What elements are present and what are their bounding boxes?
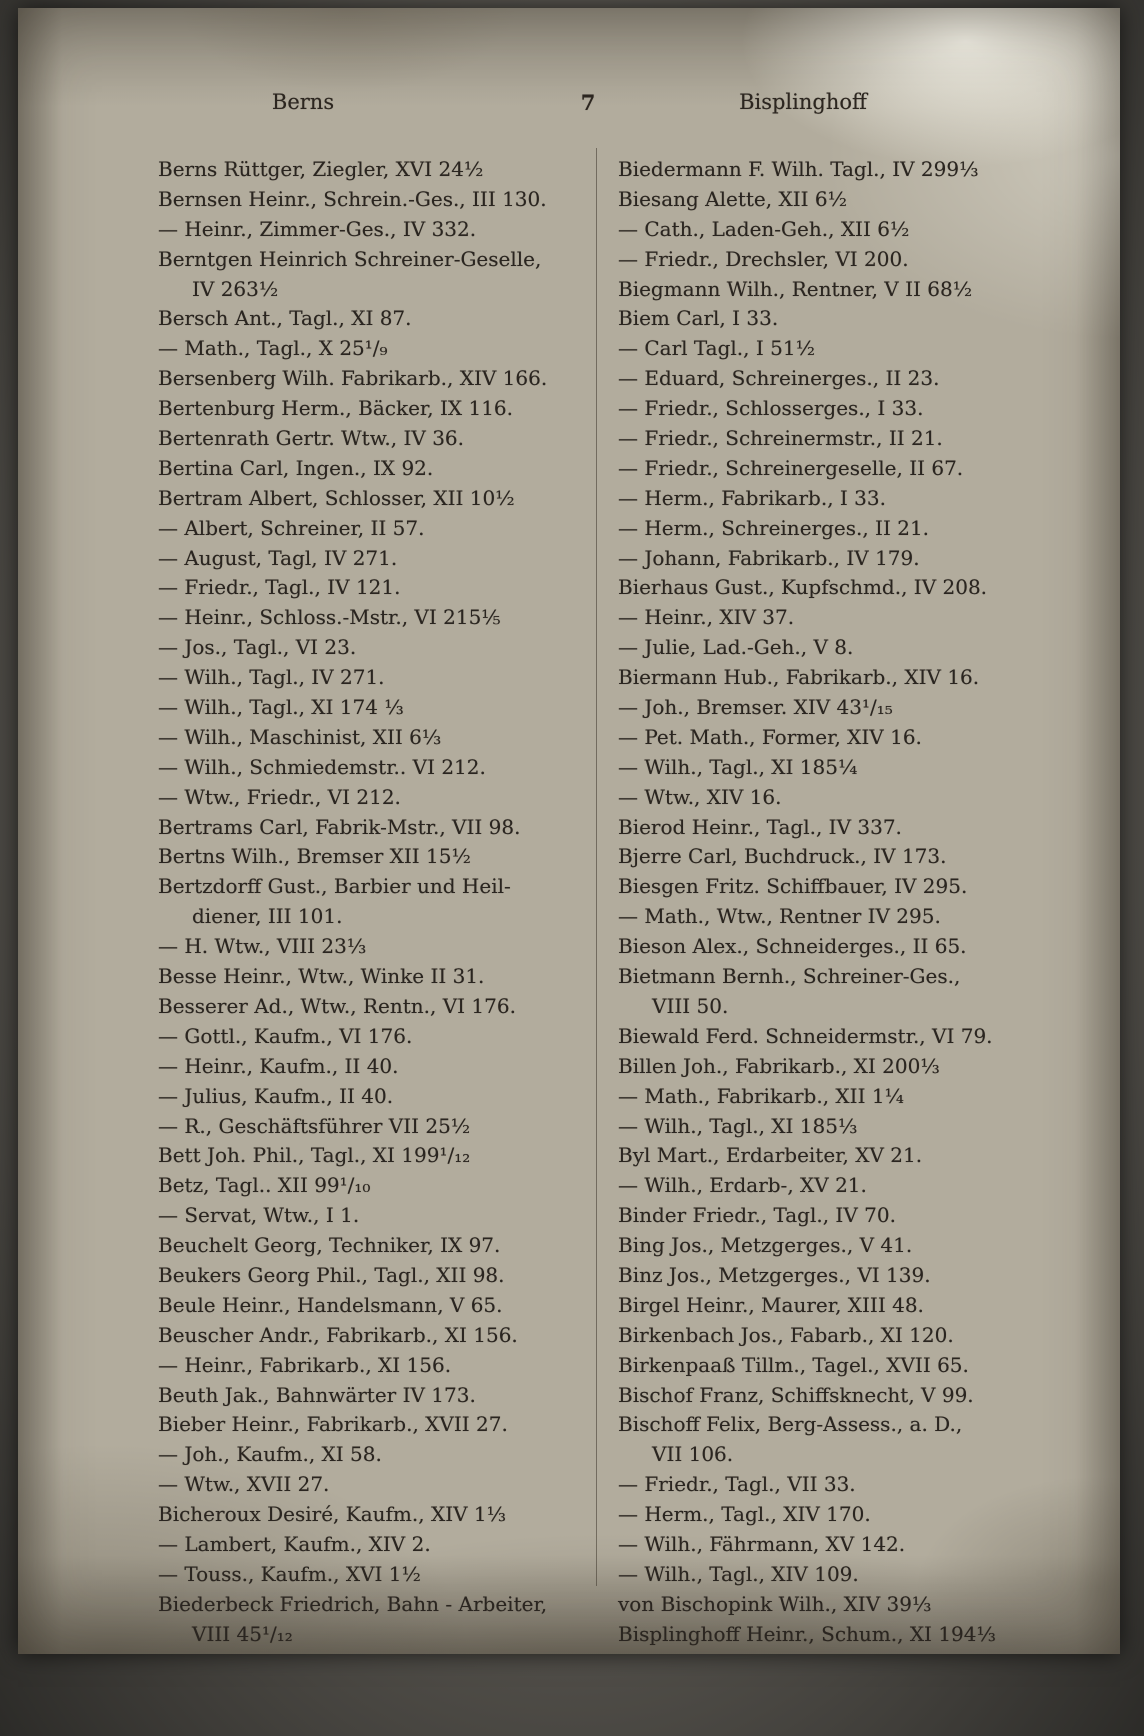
directory-entry: Bierhaus Gust., Kupfschmd., IV 208. [618, 575, 988, 600]
directory-entry: IV 263½ [192, 276, 279, 301]
directory-entry: — Johann, Fabrikarb., IV 179. [618, 545, 920, 570]
directory-entry: — Wtw., XIV 16. [618, 784, 782, 809]
directory-entry: Byl Mart., Erdarbeiter, XV 21. [618, 1143, 923, 1168]
directory-entry: — Gottl., Kaufm., VI 176. [158, 1023, 413, 1048]
directory-entry: Biermann Hub., Fabrikarb., XIV 16. [618, 665, 980, 690]
directory-entry: Bertns Wilh., Bremser XII 15½ [158, 844, 471, 869]
directory-entry: Bierod Heinr., Tagl., IV 337. [618, 814, 902, 839]
directory-entry: Bertenburg Herm., Bäcker, IX 116. [158, 396, 514, 421]
directory-entry: — Math., Fabrikarb., XII 1¼ [618, 1083, 904, 1108]
directory-entry: — Wtw., XVII 27. [158, 1472, 330, 1497]
directory-entry: Bicheroux Desiré, Kaufm., XIV 1⅓ [158, 1502, 507, 1527]
column-divider [596, 148, 597, 1586]
directory-column-right [618, 155, 1078, 1650]
directory-entry: Bernsen Heinr., Schrein.-Ges., III 130. [158, 186, 547, 211]
directory-entry: — Wilh., Tagl., IV 271. [158, 665, 385, 690]
directory-entry: VIII 50. [652, 993, 729, 1018]
directory-entry: — Herm., Tagl., XIV 170. [618, 1502, 871, 1527]
directory-entry: — Servat, Wtw., I 1. [158, 1203, 360, 1228]
directory-entry: Berntgen Heinrich Schreiner-Geselle, [158, 246, 542, 271]
directory-entry: — Julius, Kaufm., II 40. [158, 1083, 394, 1108]
directory-entry: — Math., Tagl., X 25¹/₉ [158, 336, 388, 361]
directory-entry: VII 106. [652, 1442, 734, 1467]
directory-entry: Bertrams Carl, Fabrik-Mstr., VII 98. [158, 814, 521, 839]
directory-entry: — Wilh., Erdarb-, XV 21. [618, 1173, 867, 1198]
directory-entry: Beuth Jak., Bahnwärter IV 173. [158, 1382, 476, 1407]
directory-entry: Birkenbach Jos., Fabarb., XI 120. [618, 1322, 954, 1347]
directory-entry: Bischof Franz, Schiffsknecht, V 99. [618, 1382, 974, 1407]
directory-entry: Biederbeck Friedrich, Bahn - Arbeiter, [158, 1591, 548, 1616]
directory-entry: Bieson Alex., Schneiderges., II 65. [618, 934, 967, 959]
directory-entry: — Friedr., Schlosserges., I 33. [618, 396, 924, 421]
directory-entry: Beule Heinr., Handelsmann, V 65. [158, 1292, 503, 1317]
directory-entry: — Albert, Schreiner, II 57. [158, 515, 425, 540]
directory-entry: — Friedr., Drechsler, VI 200. [618, 246, 909, 271]
directory-entry: — Joh., Kaufm., XI 58. [158, 1442, 382, 1467]
directory-entry: Bersenberg Wilh. Fabrikarb., XIV 166. [158, 366, 548, 391]
directory-entry: — Touss., Kaufm., XVI 1½ [158, 1561, 421, 1586]
directory-entry: — Heinr., Zimmer-Ges., IV 332. [158, 216, 477, 241]
directory-entry: Binder Friedr., Tagl., IV 70. [618, 1203, 896, 1228]
directory-entry: Birkenpaaß Tillm., Tagel., XVII 65. [618, 1352, 969, 1377]
directory-entry: — August, Tagl, IV 271. [158, 545, 398, 570]
directory-entry: Bieber Heinr., Fabrikarb., XVII 27. [158, 1412, 508, 1437]
directory-entry: — Friedr., Tagl., VII 33. [618, 1472, 856, 1497]
directory-entry: — Carl Tagl., I 51½ [618, 336, 815, 361]
directory-entry: — Wilh., Schmiedemstr.. VI 212. [158, 754, 486, 779]
directory-entry: Biesgen Fritz. Schiffbauer, IV 295. [618, 874, 968, 899]
paper [18, 8, 1120, 1654]
directory-entry: Bertenrath Gertr. Wtw., IV 36. [158, 426, 465, 451]
directory-entry: — Wilh., Fährmann, XV 142. [618, 1531, 906, 1556]
directory-entry: — Wilh., Tagl., XI 174 ⅓ [158, 695, 404, 720]
directory-entry: — Wilh., Tagl., XI 185¼ [618, 754, 858, 779]
directory-entry: Bertzdorff Gust., Barbier und Heil- [158, 874, 511, 899]
directory-entry: Bischoff Felix, Berg-Assess., a. D., [618, 1412, 963, 1437]
directory-entry: — Wilh., Tagl., XIV 109. [618, 1561, 859, 1586]
directory-entry: Billen Joh., Fabrikarb., XI 200⅓ [618, 1053, 940, 1078]
directory-entry: Binz Jos., Metzgerges., VI 139. [618, 1262, 931, 1287]
directory-entry: Berns Rüttger, Ziegler, XVI 24½ [158, 157, 484, 181]
directory-entry: Biedermann F. Wilh. Tagl., IV 299⅓ [618, 157, 979, 181]
directory-entry: — Wtw., Friedr., VI 212. [158, 784, 401, 809]
directory-entry: VIII 45¹/₁₂ [192, 1621, 293, 1646]
header-left-keyword: Berns [271, 90, 335, 114]
directory-entry: Bertram Albert, Schlosser, XII 10½ [158, 485, 515, 510]
directory-entry: — Jos., Tagl., VI 23. [158, 635, 357, 660]
directory-entry: Besse Heinr., Wtw., Winke II 31. [158, 964, 485, 989]
directory-entry: Bisplinghoff Heinr., Schum., XI 194⅓ [618, 1621, 996, 1646]
directory-entry: Birgel Heinr., Maurer, XIII 48. [618, 1292, 924, 1317]
directory-entry: Bersch Ant., Tagl., XI 87. [158, 306, 412, 331]
directory-entry: — Wilh., Tagl., XI 185⅓ [618, 1113, 858, 1138]
directory-entry: Bietmann Bernh., Schreiner-Ges., [618, 964, 961, 989]
directory-entry: — Herm., Fabrikarb., I 33. [618, 485, 886, 510]
directory-entry: — Friedr., Tagl., IV 121. [158, 575, 401, 600]
directory-entry: — Eduard, Schreinerges., II 23. [618, 366, 940, 391]
directory-entry: Betz, Tagl.. XII 99¹/₁₀ [158, 1173, 371, 1198]
directory-entry: — Lambert, Kaufm., XIV 2. [158, 1531, 431, 1556]
page-number: 7 [580, 90, 596, 115]
directory-entry: Biegmann Wilh., Rentner, V II 68½ [618, 276, 973, 301]
directory-entry: Bertina Carl, Ingen., IX 92. [158, 455, 434, 480]
directory-entry: Beuscher Andr., Fabrikarb., XI 156. [158, 1322, 518, 1347]
directory-entry: Beuchelt Georg, Techniker, IX 97. [158, 1233, 501, 1258]
directory-entry: — Cath., Laden-Geh., XII 6½ [618, 216, 910, 241]
directory-entry: von Bischopink Wilh., XIV 39⅓ [618, 1591, 932, 1616]
directory-entry: — Julie, Lad.-Geh., V 8. [618, 635, 854, 660]
directory-entry: — Heinr., Schloss.-Mstr., VI 215⅕ [158, 605, 501, 630]
directory-entry: Bjerre Carl, Buchdruck., IV 173. [618, 844, 947, 869]
directory-entry: — Wilh., Maschinist, XII 6⅓ [158, 724, 442, 749]
directory-entry: — Friedr., Schreinermstr., II 21. [618, 426, 943, 451]
directory-entry: — Heinr., XIV 37. [618, 605, 795, 630]
directory-entry: Beukers Georg Phil., Tagl., XII 98. [158, 1262, 505, 1287]
directory-entry: Besserer Ad., Wtw., Rentn., VI 176. [158, 993, 516, 1018]
header-right-keyword: Bisplinghoff [739, 90, 867, 114]
directory-entry: Biesang Alette, XII 6½ [618, 186, 847, 211]
directory-entry: — Joh., Bremser. XIV 43¹/₁₅ [618, 695, 893, 720]
directory-entry: — Heinr., Fabrikarb., XI 156. [158, 1352, 452, 1377]
directory-entry: — Math., Wtw., Rentner IV 295. [618, 904, 941, 929]
directory-entry: — H. Wtw., VIII 23⅓ [158, 934, 367, 959]
directory-entry: — Pet. Math., Former, XIV 16. [618, 724, 922, 749]
directory-entry: Biem Carl, I 33. [618, 306, 779, 331]
directory-entry: — Herm., Schreinerges., II 21. [618, 515, 930, 540]
directory-entry: diener, III 101. [192, 904, 343, 929]
directory-entry: Biewald Ferd. Schneidermstr., VI 79. [618, 1023, 993, 1048]
directory-entry: — Friedr., Schreinergeselle, II 67. [618, 455, 964, 480]
directory-entry: — R., Geschäftsführer VII 25½ [158, 1113, 471, 1138]
directory-entry: Bett Joh. Phil., Tagl., XI 199¹/₁₂ [158, 1143, 471, 1168]
directory-entry: — Heinr., Kaufm., II 40. [158, 1053, 399, 1078]
directory-column-left [158, 155, 596, 1650]
directory-entry: Bing Jos., Metzgerges., V 41. [618, 1233, 913, 1258]
